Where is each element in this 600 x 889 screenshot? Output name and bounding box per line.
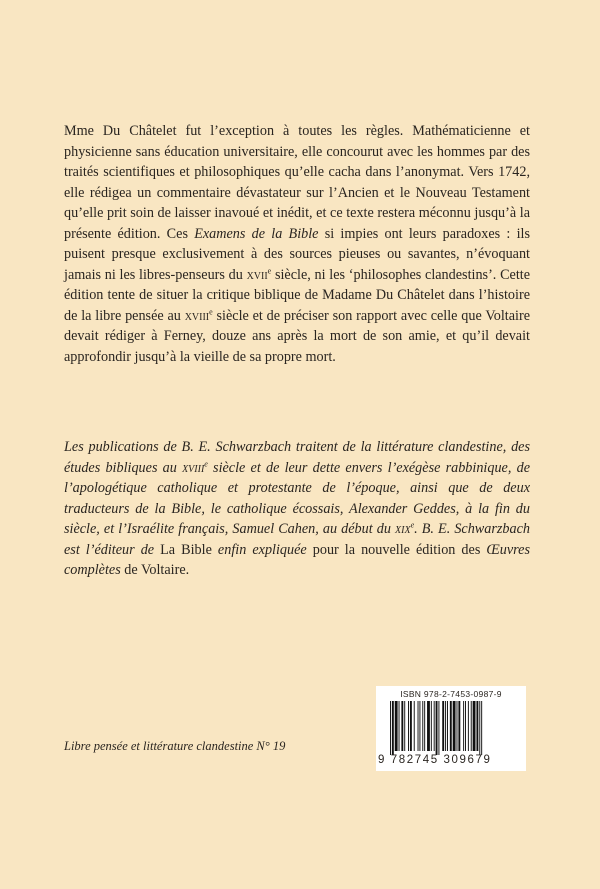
bio-work-1: La Bible	[160, 541, 212, 558]
blurb-text-3: siècle, ni les ‘philosophes clandestins’. Cette édition tente de situer la critique biblique de Madame Du Châtelet dans l’histoire de la libre pensée au	[64, 266, 531, 324]
bio-century-19: xix	[395, 521, 411, 537]
barcode-block	[376, 686, 526, 771]
bio-text-f: de Voltaire.	[120, 562, 190, 578]
bio-work-2: Œuvres complètes	[64, 541, 530, 578]
isbn-label: ISBN 978-2-7453-0987-9	[400, 689, 502, 699]
bio-century-18-sup: e	[204, 458, 208, 468]
author-bio	[64, 437, 530, 581]
century-18-sup: e	[209, 306, 213, 316]
bio-century-18: xviii	[182, 459, 205, 476]
bio-text-b: siècle et de leur dette envers l’exégèse rabbinique, de l’apologétique catholique et protestante de l’époque, ainsi que de deux traducteurs de la Bible, le catholique écossais, Alexander Geddes, à la fin du siècle, et l’Israélite français, Samuel Cahen, au début du	[64, 459, 530, 537]
century-17-sup: e	[267, 265, 272, 275]
bio-text-c: . B. E. Schwarzbach est l’éditeur de	[64, 521, 530, 558]
bio-text-e: pour la nouvelle édition des	[312, 541, 481, 558]
century-17: xvii	[246, 266, 268, 283]
bio-century-19-sup: e	[410, 520, 415, 530]
blurb-text-2: si impies ont leurs paradoxes : ils puisent presque exclusivement à des sources pieuses ou savantes, n’évoquant jamais ni les libres-penseurs du	[64, 225, 530, 283]
isbn-digits: 9 782745 309679	[378, 754, 492, 766]
blurb-text-4: siècle et de préciser son rapport avec celle que Voltaire devait rédiger à Ferney, douze ans après la mort de son amie, et qu’il devait approfondir jusqu’à la vieille de sa propre mort.	[64, 307, 530, 365]
series-label: Libre pensée et littérature clandestine N° 19	[64, 739, 286, 753]
blurb-paragraph	[64, 121, 530, 367]
bio-text-d: enfin expliquée	[211, 541, 313, 558]
century-18: xviii	[184, 307, 210, 324]
bio-text-a: Les publications de B. E. Schwarzbach traitent de la littérature clandestine, des études bibliques au	[64, 439, 530, 476]
blurb-text-1: Mme Du Châtelet fut l’exception à toutes les règles. Mathématicienne et physicienne sans éducation universitaire, elle concourut avec les hommes par des traités scientifiques et philosophiques qu’elle cacha dans l’anonymat. Vers 1742, elle rédigea un commentaire dévastateur sur l’Ancien et le Nouveau Testament qu’elle prit soin de laisser inavoué et inédit, et ce texte restera méconnu jusqu’à la présente édition. Ces	[64, 123, 530, 242]
barcode-icon	[388, 701, 518, 755]
blurb-title-italic: Examens de la Bible	[194, 225, 319, 242]
